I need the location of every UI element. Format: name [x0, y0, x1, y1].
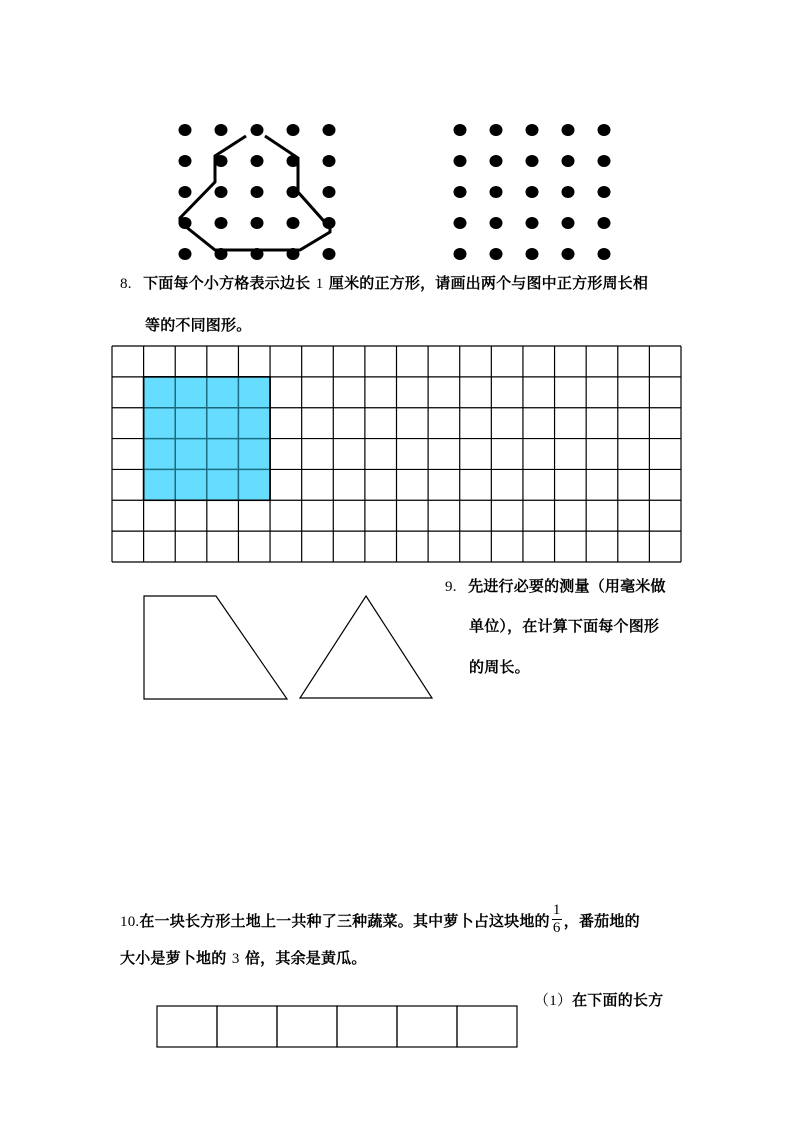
q9-number: 9. — [445, 579, 457, 595]
q8-text-a: 下面每个小方格表示边长 — [143, 274, 311, 292]
strip-cell — [157, 1006, 217, 1047]
q9-line3: 的周长。 — [469, 658, 530, 676]
strip-cell — [217, 1006, 277, 1047]
q10-text-c: 大小是萝卜地的 — [120, 949, 227, 967]
q9-text-1: 先进行必要的测量（用毫米做 — [468, 577, 666, 595]
q10-multiple: 3 — [231, 951, 240, 967]
strip-cell — [337, 1006, 397, 1047]
strip-cell — [457, 1006, 517, 1047]
strip-cells — [157, 1006, 517, 1047]
q10-sub1-text: 在下面的长方 — [572, 991, 664, 1009]
strip-cell — [277, 1006, 337, 1047]
q8-number: 8. — [120, 276, 132, 292]
strip-cell — [397, 1006, 457, 1047]
fraction-numerator: 1 — [552, 902, 561, 918]
q9-line2: 单位），在计算下面每个图形 — [469, 617, 660, 635]
fraction-denominator: 6 — [552, 920, 561, 936]
q8-text-b: 厘米的正方形，请画出两个与图中正方形周长相 — [328, 274, 649, 292]
q10-number: 10. — [120, 914, 140, 930]
q10-text-d: 倍，其余是黄瓜。 — [244, 949, 367, 967]
q10-sub1-label: （1） — [534, 993, 573, 1009]
q8-side-length: 1 — [315, 276, 324, 292]
q10-text-a: 在一块长方形土地上一共种了三种蔬菜。其中萝卜占这块地的 — [139, 912, 550, 930]
q10-text-b: ，番茄地的 — [563, 912, 640, 930]
q8-line2: 等的不同图形。 — [145, 316, 252, 334]
